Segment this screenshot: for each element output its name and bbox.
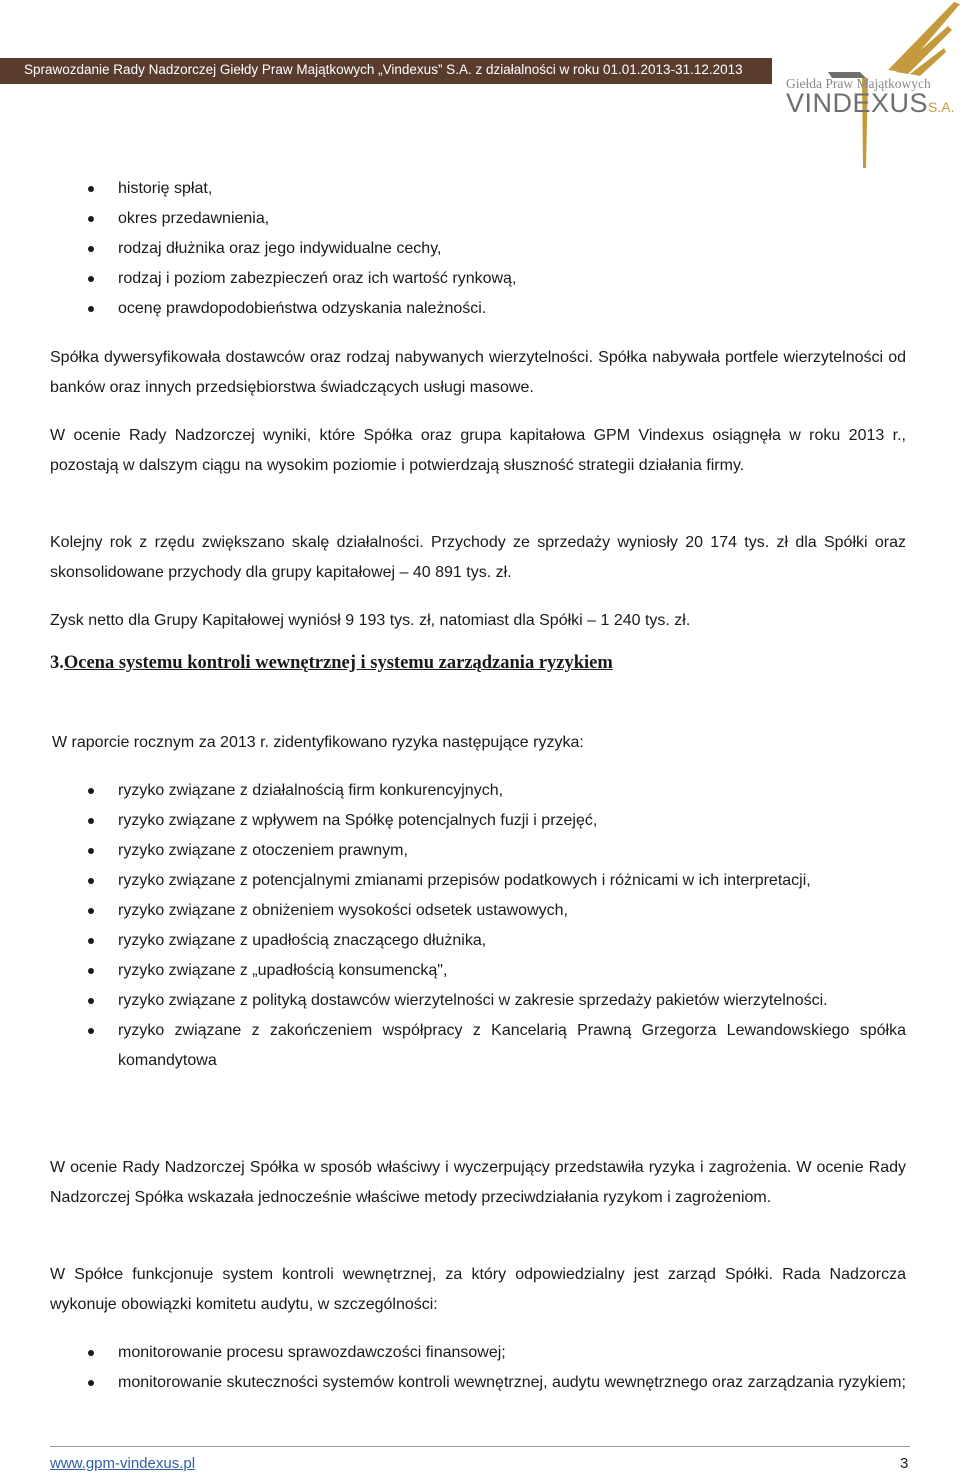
list-item: ryzyko związane z upadłością znaczącego dłużnika, — [0, 926, 906, 956]
list-item: monitorowanie skuteczności systemów kontroli wewnętrznej, audytu wewnętrznego oraz zarządzania ryzykiem; — [0, 1368, 906, 1398]
list-item: ryzyko związane z polityką dostawców wierzytelności w zakresie sprzedaży pakietów wierzytelności. — [0, 986, 906, 1016]
section-title: Ocena systemu kontroli wewnętrznej i systemu zarządzania ryzykiem — [63, 653, 613, 673]
logo-suffix: S.A. — [928, 99, 955, 115]
debt-criteria-list — [0, 174, 910, 324]
paragraph-suppliers: Spółka dywersyfikowała dostawców oraz rodzaj nabywanych wierzytelności. Spółka nabywała portfele wierzytelności od banków oraz innych przedsiębiorstwa świadczących usługi masowe. — [50, 349, 906, 396]
list-item: ocenę prawdopodobieństwa odzyskania należności. — [0, 294, 910, 324]
list-item: ryzyko związane z działalnością firm konkurencyjnych, — [0, 776, 906, 806]
list-item: ryzyko związane z potencjalnymi zmianami przepisów podatkowych i różnicami w ich interpretacji, — [0, 866, 906, 896]
paragraph-risks-intro: W raporcie rocznym za 2013 r. zidentyfikowano ryzyka następujące ryzyka: — [52, 734, 584, 751]
list-item: ryzyko związane z obniżeniem wysokości odsetek ustawowych, — [0, 896, 906, 926]
paragraph-results: W ocenie Rady Nadzorczej wyniki, które Spółka oraz grupa kapitałowa GPM Vindexus osiągnęła w roku 2013 r., pozostają w dalszym ciągu na wysokim poziomie i potwierdzają słuszność strategii działania firmy. — [50, 427, 906, 474]
list-item: okres przedawnienia, — [0, 204, 910, 234]
list-item: monitorowanie procesu sprawozdawczości finansowej; — [0, 1338, 906, 1368]
list-item: historię spłat, — [0, 174, 910, 204]
logo-wordmark-text: VINDEXUS — [786, 88, 929, 118]
paragraph-risk-assessment: W ocenie Rady Nadzorczej Spółka w sposób właściwy i wyczerpujący przedstawiła ryzyka i zagrożenia. W ocenie Rady Nadzorczej Spółka wskazała jednocześnie właściwe metody przeciwdziałania ryzykom i zagrożeniom. — [50, 1159, 906, 1206]
list-item: rodzaj i poziom zabezpieczeń oraz ich wartość rynkową, — [0, 264, 910, 294]
paragraph-net-profit: Zysk netto dla Grupy Kapitałowej wyniósł 9 193 tys. zł, natomiast dla Spółki – 1 240 tys. zł. — [50, 612, 691, 629]
logo-wordmark — [786, 88, 955, 119]
list-item: ryzyko związane z otoczeniem prawnym, — [0, 836, 906, 866]
risk-list — [0, 776, 906, 1076]
document-header-title: Sprawozdanie Rady Nadzorczej Giełdy Praw Majątkowych „Vindexus” S.A. z działalności w roku 01.01.2013-31.12.2013 — [24, 62, 743, 77]
list-item: ryzyko związane z zakończeniem współpracy z Kancelarią Prawną Grzegorza Lewandowskiego spółka komandytowa — [0, 1016, 906, 1076]
list-item: ryzyko związane z „upadłością konsumencką", — [0, 956, 906, 986]
page-number: 3 — [900, 1455, 909, 1472]
paragraph-revenue: Kolejny rok z rzędu zwiększano skalę działalności. Przychody ze sprzedaży wyniosły 20 174 tys. zł dla Spółki oraz skonsolidowane przychody dla grupy kapitałowej – 40 891 tys. zł. — [50, 534, 906, 581]
footer-website-link[interactable]: www.gpm-vindexus.pl — [50, 1455, 196, 1472]
list-item: ryzyko związane z wpływem na Spółkę potencjalnych fuzji i przejęć, — [0, 806, 906, 836]
list-item: rodzaj dłużnika oraz jego indywidualne cechy, — [0, 234, 910, 264]
section-heading — [50, 653, 613, 674]
paragraph-internal-control: W Spółce funkcjonuje system kontroli wewnętrznej, za który odpowiedzialny jest zarząd Spółki. Rada Nadzorcza wykonuje obowiązki komitetu audytu, w szczególności: — [50, 1266, 906, 1313]
logo-subtitle: Giełda Praw Majątkowych — [786, 76, 931, 91]
section-number: 3. — [50, 653, 64, 673]
footer-divider — [50, 1446, 910, 1447]
audit-duties-list — [0, 1338, 906, 1398]
logo-wing-1 — [888, 2, 960, 72]
